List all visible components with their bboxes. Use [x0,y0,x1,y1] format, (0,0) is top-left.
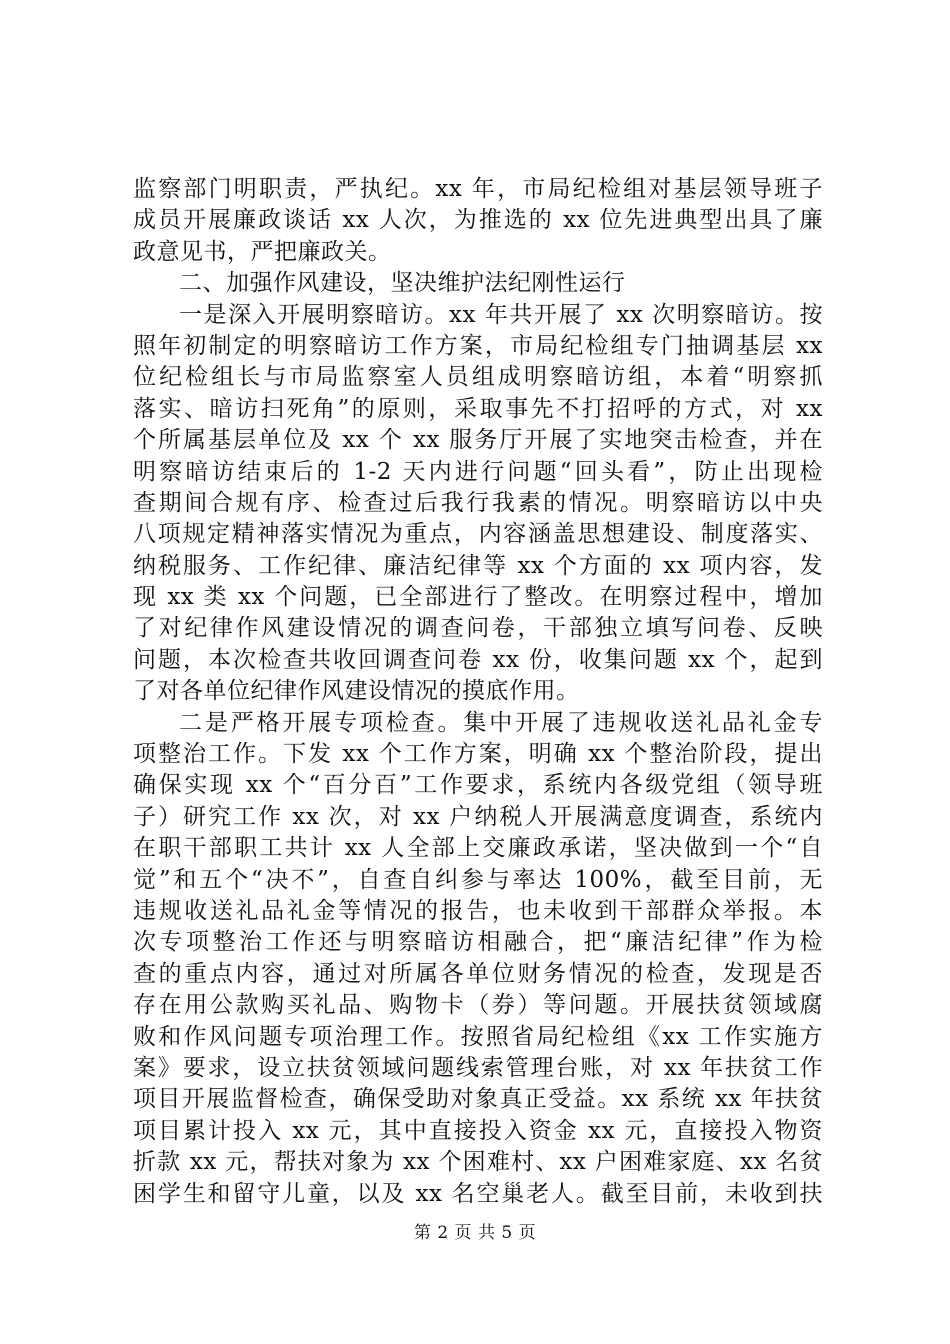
body-line: 觉”和五个“决不”，自查自纠参与率达 100%，截至目前，无 [133,866,823,893]
body-line: 项目开展监督检查，确保受助对象真正受益。xx 系统 xx 年扶贫 [133,1086,823,1113]
document-body [133,174,823,1210]
body-line: 败和作风问题专项治理工作。按照省局纪检组《xx 工作实施方 [133,1023,823,1050]
body-line: 次专项整治工作还与明察暗访相融合，把“廉洁纪律”作为检 [133,929,823,956]
body-line: 二是严格开展专项检查。集中开展了违规收送礼品礼金专 [179,709,823,736]
body-line: 纳税服务、工作纪律、廉洁纪律等 xx 个方面的 xx 项内容，发 [133,552,823,579]
body-line: 位纪检组长与市局监察室人员组成明察暗访组，本着“明察抓 [133,364,823,391]
body-line: 查期间合规有序、检查过后我行我素的情况。明察暗访以中央 [133,489,823,516]
body-line: 子）研究工作 xx 次，对 xx 户纳税人开展满意度调查，系统内 [133,803,823,830]
body-line: 个所属基层单位及 xx 个 xx 服务厅开展了实地突击检查，并在 [133,427,823,454]
body-line: 折款 xx 元，帮扶对象为 xx 个困难村、xx 户困难家庭、xx 名贫 [133,1149,823,1176]
body-line: 了对纪律作风建设情况的调查问卷，干部独立填写问卷、反映 [133,615,823,642]
body-line: 在职干部职工共计 xx 人全部上交廉政承诺，坚决做到一个“自 [133,835,823,862]
body-line: 成员开展廉政谈话 xx 人次，为推选的 xx 位先进典型出具了廉 [133,207,823,234]
body-line: 监察部门明职责，严执纪。xx 年，市局纪检组对基层领导班子 [133,176,823,202]
body-line: 照年初制定的明察暗访工作方案，市局纪检组专门抽调基层 xx [133,332,823,359]
body-line: 困学生和留守儿童，以及 xx 名空巢老人。截至目前，未收到扶 [133,1180,823,1207]
body-line: 八项规定精神落实情况为重点，内容涵盖思想建设、制度落实、 [133,521,823,548]
body-line: 违规收送礼品礼金等情况的报告，也未收到干部群众举报。本 [133,897,823,924]
body-line: 现 xx 类 xx 个问题，已全部进行了整改。在明察过程中，增加 [133,584,823,611]
page-number-footer: 第 2 页 共 5 页 [413,1223,537,1243]
body-line: 了对各单位纪律作风建设情况的摸底作用。 [133,678,580,705]
body-line: 政意见书，严把廉政关。 [133,238,392,265]
body-line: 项目累计投入 xx 元，其中直接投入资金 xx 元，直接投入物资 [133,1117,823,1144]
body-line: 查的重点内容，通过对所属各单位财务情况的检查，发现是否 [133,960,823,987]
body-line: 确保实现 xx 个“百分百”工作要求，系统内各级党组（领导班 [133,772,823,799]
body-line: 案》要求，设立扶贫领域问题线索管理台账，对 xx 年扶贫工作 [133,1054,823,1081]
section-heading: 二、加强作风建设，坚决维护法纪刚性运行 [179,270,626,297]
body-line: 存在用公款购买礼品、购物卡（券）等问题。开展扶贫领域腐 [133,992,823,1019]
body-line: 项整治工作。下发 xx 个工作方案，明确 xx 个整治阶段，提出 [133,741,823,768]
body-line: 一是深入开展明察暗访。xx 年共开展了 xx 次明察暗访。按 [179,301,823,328]
body-line: 落实、暗访扫死角”的原则，采取事先不打招呼的方式，对 xx [133,395,823,422]
body-line: 明察暗访结束后的 1-2 天内进行问题“回头看”，防止出现检 [133,458,823,485]
body-line: 问题，本次检查共收回调查问卷 xx 份，收集问题 xx 个，起到 [133,646,823,673]
